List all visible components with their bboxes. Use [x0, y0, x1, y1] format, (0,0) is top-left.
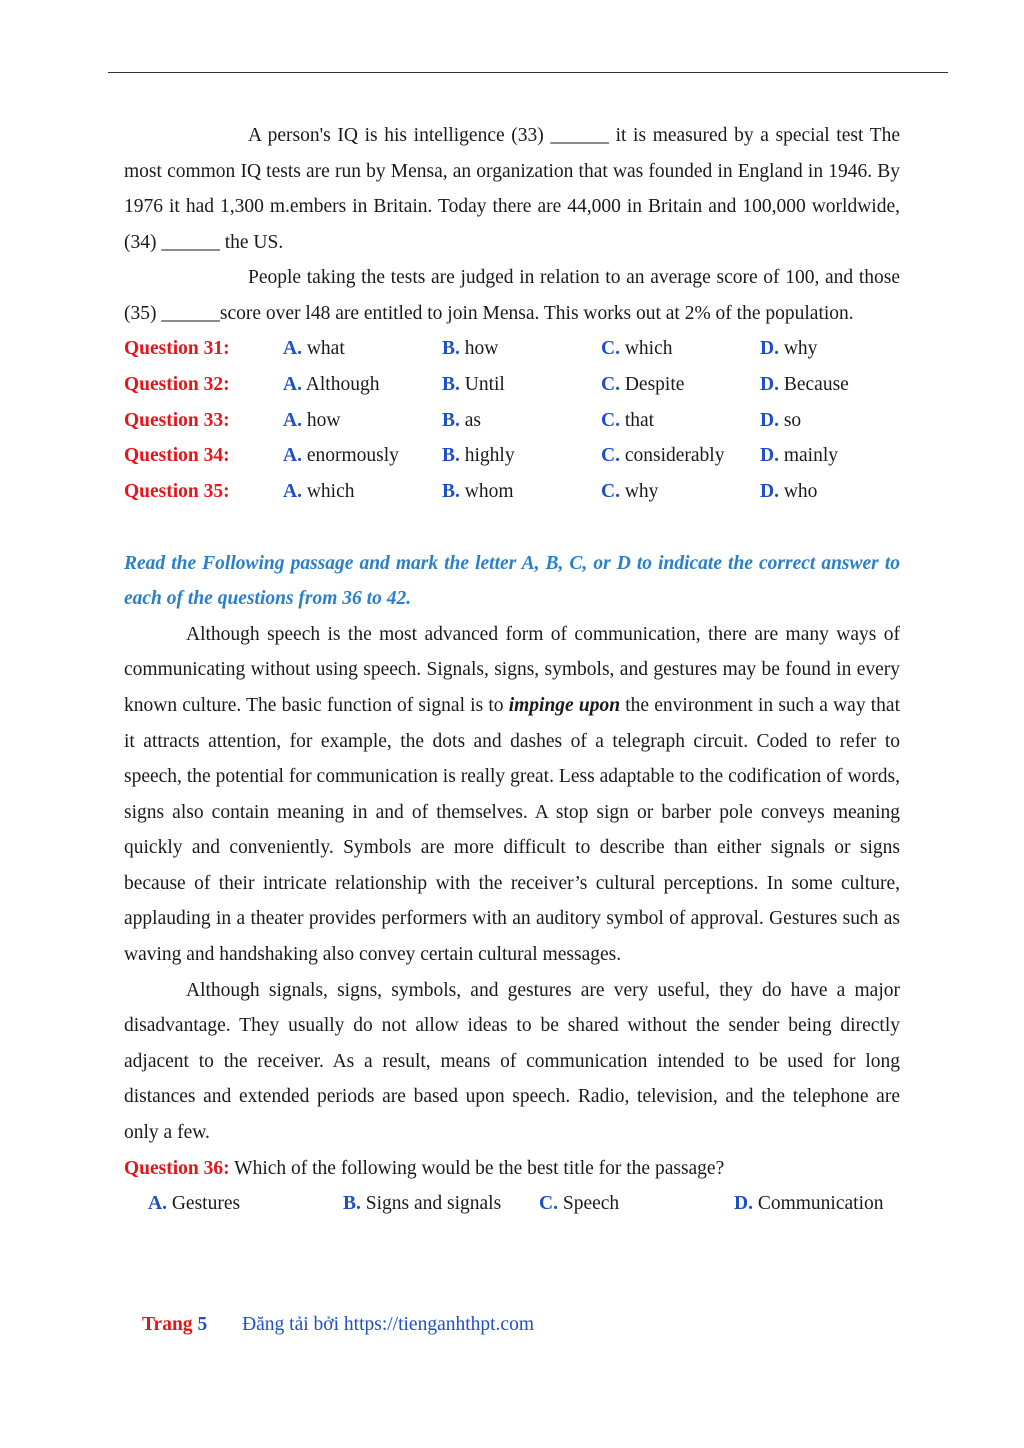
option-c[interactable]: C. Despite — [601, 373, 685, 395]
question-36-options — [148, 1186, 900, 1222]
header-rule — [108, 72, 948, 73]
question-35 — [124, 474, 900, 510]
question-32 — [124, 367, 900, 403]
passage2-paragraph-2: Although signals, signs, symbols, and gestures are very useful, they do have a major disadvantage. They usually do not allow ideas to be shared without the sender being directly adjacent to the receiver. As a result, means of communication intended to be used for long distances and extended periods are based upon speech. Radio, television, and the telephone are only a few. — [124, 979, 900, 1144]
option-a[interactable]: A. how — [283, 409, 341, 431]
question-33 — [124, 403, 900, 439]
question-label: Question 35: — [124, 480, 230, 502]
option-c[interactable]: C. that — [601, 409, 655, 431]
page-content — [124, 118, 900, 1222]
passage1-paragraph-1: A person's IQ is his intelligence (33) ______ it is measured by a special test The most common IQ tests are run by Mensa, an organization that was founded in England in 1946. By 1976 it had 1,300 m.embers in Britain. Today there are 44,000 in Britain and 100,000 worldwide, (34) ______ the US. — [124, 125, 900, 253]
option-a[interactable]: A. which — [283, 480, 355, 502]
question-label: Question 33: — [124, 409, 230, 431]
option-d[interactable]: D. who — [760, 480, 818, 502]
question-label: Question 31: — [124, 338, 230, 360]
option-d[interactable]: D. mainly — [760, 445, 839, 467]
page-number: 5 — [197, 1314, 208, 1335]
option-c[interactable]: C. why — [601, 480, 659, 502]
option-b[interactable]: B. how — [442, 338, 499, 360]
option-b[interactable]: B. whom — [442, 480, 514, 502]
option-a[interactable]: A. enormously — [283, 445, 399, 467]
passage2-paragraph-1: Although speech is the most advanced form of communication, there are many ways of communicating without using speech. Signals, signs, symbols, and gestures may be found in every known culture. The basic function of signal is to impinge upon the environment in such a way that it attracts attention, for example, the dots and dashes of a telegraph circuit. Coded to refer to speech, the potential for communication is really great. Less adaptable to the codification of words, signs also contain meaning in and of themselves. A stop sign or barber pole conveys meaning quickly and conveniently. Symbols are more difficult to describe than either signals or signs because of their intricate relationship with the receiver’s cultural perceptions. In some culture, applauding in a theater provides performers with an auditory symbol of approval. Gestures such as waving and handshaking also convey certain cultural messages. — [124, 623, 900, 966]
question-label: Question 34: — [124, 445, 230, 467]
option-c[interactable]: C. considerably — [601, 445, 725, 467]
option-b[interactable]: B. as — [442, 409, 482, 431]
question-31 — [124, 332, 900, 368]
option-d[interactable]: D. Communication — [734, 1193, 884, 1215]
instruction: Read the Following passage and mark the letter A, B, C, or D to indicate the correct answer to each of the questions from 36 to 42. — [124, 552, 900, 610]
option-a[interactable]: A. Gestures — [148, 1193, 241, 1215]
option-d[interactable]: D. so — [760, 409, 802, 431]
option-b[interactable]: B. highly — [442, 445, 515, 467]
question-label: Question 36: — [124, 1157, 230, 1179]
option-c[interactable]: C. which — [601, 338, 673, 360]
option-b[interactable]: B. Until — [442, 373, 505, 395]
question-36 — [124, 1151, 900, 1187]
source-link[interactable]: Đăng tải bởi https://tienganhthpt.com — [242, 1314, 535, 1335]
page-footer — [142, 1314, 534, 1336]
option-d[interactable]: D. why — [760, 338, 818, 360]
option-c[interactable]: C. Speech — [539, 1193, 620, 1215]
emphasized-phrase: impinge upon — [508, 694, 621, 716]
question-list — [124, 332, 900, 510]
question-text: Which of the following would be the best title for the passage? — [234, 1157, 725, 1179]
passage1-paragraph-2: People taking the tests are judged in relation to an average score of 100, and those (35) ______score over l48 are entitled to join Mensa. This works out at 2% of the population. — [124, 267, 900, 324]
option-a[interactable]: A. what — [283, 338, 345, 360]
option-b[interactable]: B. Signs and signals — [343, 1193, 502, 1215]
option-a[interactable]: A. Although — [283, 373, 380, 395]
question-label: Question 32: — [124, 373, 230, 395]
page-label: Trang — [142, 1314, 193, 1335]
question-34 — [124, 438, 900, 474]
option-d[interactable]: D. Because — [760, 373, 849, 395]
